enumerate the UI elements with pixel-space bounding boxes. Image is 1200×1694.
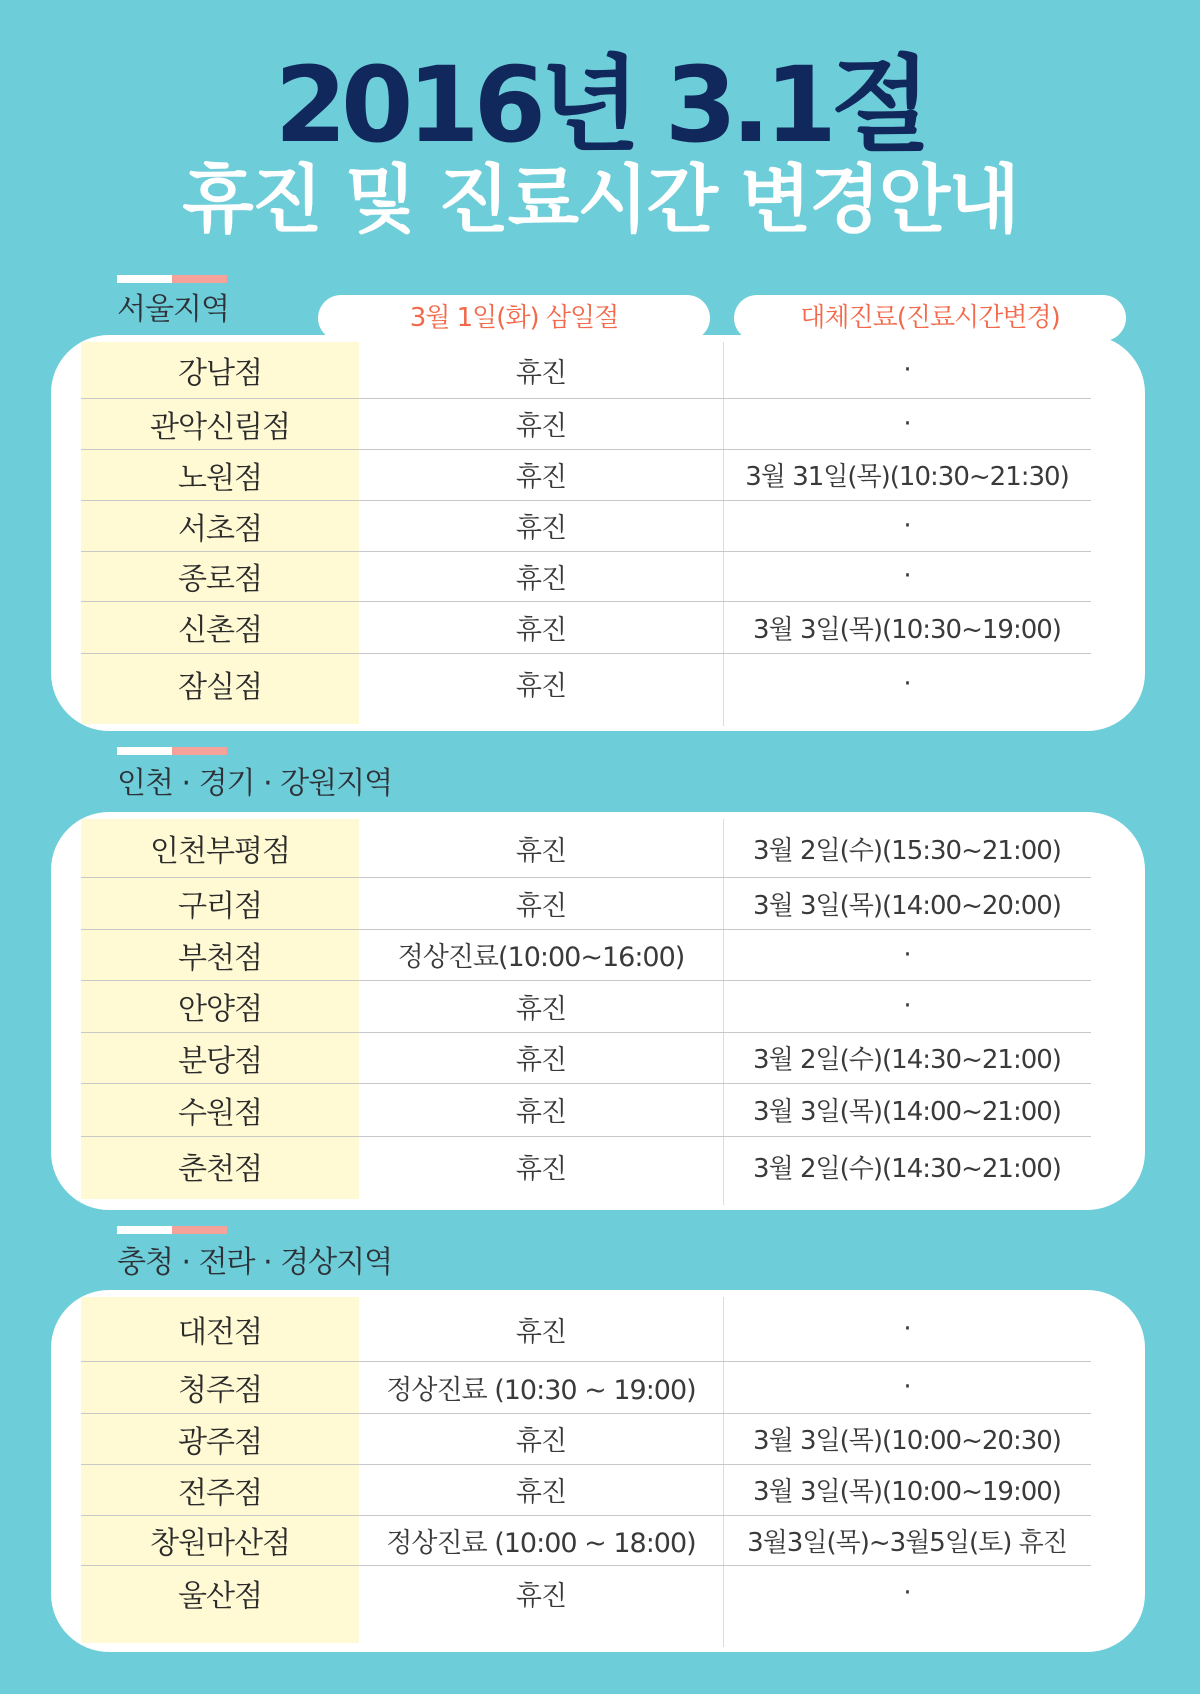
table-row: [81, 1297, 1091, 1362]
branch-name: 서초점: [178, 511, 262, 547]
branch-name: 광주점: [178, 1424, 262, 1460]
holiday-status: 휴진: [515, 513, 567, 544]
alternate-schedule: 3월 2일(수)(15:30~21:00): [753, 835, 1061, 866]
table-row: [81, 1361, 1091, 1414]
alternate-schedule: 3월 3일(목)(10:00~20:30): [753, 1426, 1061, 1456]
alternate-schedule: ·: [903, 408, 911, 439]
table-row: [81, 1032, 1091, 1084]
holiday-status: 휴진: [515, 1426, 567, 1457]
holiday-status: 정상진료 (10:00 ~ 18:00): [386, 1527, 696, 1559]
branch-name: 인천부평점: [150, 834, 290, 869]
alternate-schedule: 3월 3일(목)(14:00~20:00): [753, 890, 1061, 921]
branch-name: 대전점: [178, 1315, 262, 1350]
alternate-schedule: 3월 3일(목)(10:30~19:00): [753, 614, 1061, 645]
section-deco-bar: [117, 1226, 227, 1234]
branch-name: 구리점: [178, 889, 262, 924]
alternate-schedule: 3월 2일(수)(14:30~21:00): [753, 1153, 1061, 1184]
table-row: [81, 980, 1091, 1033]
page-title: 2016년 3.1절: [274, 44, 926, 166]
branch-name: 신촌점: [178, 613, 262, 648]
branch-name: 노원점: [178, 460, 262, 496]
section-deco-bar: [117, 275, 227, 283]
holiday-status: 휴진: [515, 614, 567, 646]
holiday-status: 휴진: [515, 890, 567, 922]
alternate-schedule: 3월 31일(목)(10:30~21:30): [745, 462, 1069, 492]
alternate-schedule: ·: [903, 1372, 911, 1402]
branch-name: 잠실점: [178, 669, 262, 705]
holiday-status: 휴진: [515, 411, 567, 442]
column-header-day: 3월 1일(화) 삼일절: [318, 295, 710, 341]
alternate-schedule: ·: [903, 991, 911, 1021]
holiday-status: 휴진: [515, 835, 567, 867]
schedule-card: [51, 812, 1145, 1210]
branch-name: 안양점: [178, 992, 262, 1027]
alternate-schedule: ·: [903, 510, 911, 541]
region-label: 충청 · 전라 · 경상지역: [117, 1245, 393, 1280]
holiday-status: 휴진: [515, 563, 567, 595]
branch-name: 수원점: [178, 1095, 262, 1131]
table-row: [81, 398, 1091, 450]
column-header-alt: 대체진료(진료시간변경): [734, 295, 1126, 341]
table-row: [81, 342, 1091, 399]
table-row: [81, 1464, 1091, 1516]
table-row: [81, 601, 1091, 654]
page-subtitle: 휴진 및 진료시간 변경안내: [182, 157, 1018, 243]
table-row: [81, 1515, 1091, 1566]
table-row: [81, 449, 1091, 501]
holiday-status: 휴진: [515, 357, 567, 389]
alternate-schedule: 3월 3일(목)(14:00~21:00): [753, 1097, 1061, 1127]
branch-name: 관악신림점: [150, 409, 290, 445]
holiday-status: 정상진료(10:00~16:00): [397, 942, 685, 973]
table-row: [81, 653, 1091, 714]
table-row: [81, 819, 1091, 878]
table-row: [81, 929, 1091, 981]
alternate-schedule: 3월 2일(수)(14:30~21:00): [753, 1045, 1061, 1075]
branch-name: 춘천점: [178, 1152, 262, 1187]
holiday-status: 휴진: [515, 1097, 567, 1128]
holiday-status: 휴진: [515, 993, 567, 1025]
holiday-status: 휴진: [515, 1477, 567, 1508]
table-row: [81, 500, 1091, 552]
alternate-schedule: ·: [903, 668, 911, 699]
section-deco-bar: [117, 747, 227, 755]
schedule-card: [51, 1290, 1145, 1652]
branch-name: 전주점: [178, 1475, 262, 1511]
region-label: 서울지역: [117, 292, 229, 327]
alternate-schedule: ·: [903, 355, 911, 385]
holiday-status: 휴진: [515, 462, 567, 493]
holiday-status: 휴진: [515, 1153, 567, 1185]
branch-name: 청주점: [178, 1373, 262, 1408]
alternate-schedule: ·: [903, 1578, 911, 1608]
alternate-schedule: 3월3일(목)~3월5일(토) 휴진: [747, 1527, 1067, 1558]
table-row: [81, 1413, 1091, 1465]
branch-name: 부천점: [178, 940, 262, 976]
table-row: [81, 1565, 1091, 1621]
holiday-status: 휴진: [515, 1316, 567, 1348]
table-row: [81, 551, 1091, 602]
alternate-schedule: ·: [903, 561, 911, 591]
holiday-status: 휴진: [515, 1045, 567, 1076]
schedule-card: [51, 335, 1145, 731]
region-label: 인천 · 경기 · 강원지역: [117, 766, 393, 801]
alternate-schedule: ·: [903, 1314, 911, 1344]
table-row: [81, 1083, 1091, 1137]
holiday-status: 휴진: [515, 671, 567, 702]
branch-name: 창원마산점: [150, 1526, 290, 1561]
holiday-status: 정상진료 (10:30 ~ 19:00): [386, 1374, 696, 1406]
alternate-schedule: ·: [903, 939, 911, 970]
holiday-status: 휴진: [515, 1580, 567, 1612]
branch-name: 울산점: [178, 1579, 262, 1614]
branch-name: 강남점: [178, 356, 262, 391]
branch-name: 종로점: [178, 562, 262, 597]
table-row: [81, 877, 1091, 930]
table-row: [81, 1136, 1091, 1196]
branch-name: 분당점: [178, 1043, 262, 1079]
alternate-schedule: 3월 3일(목)(10:00~19:00): [753, 1477, 1061, 1507]
